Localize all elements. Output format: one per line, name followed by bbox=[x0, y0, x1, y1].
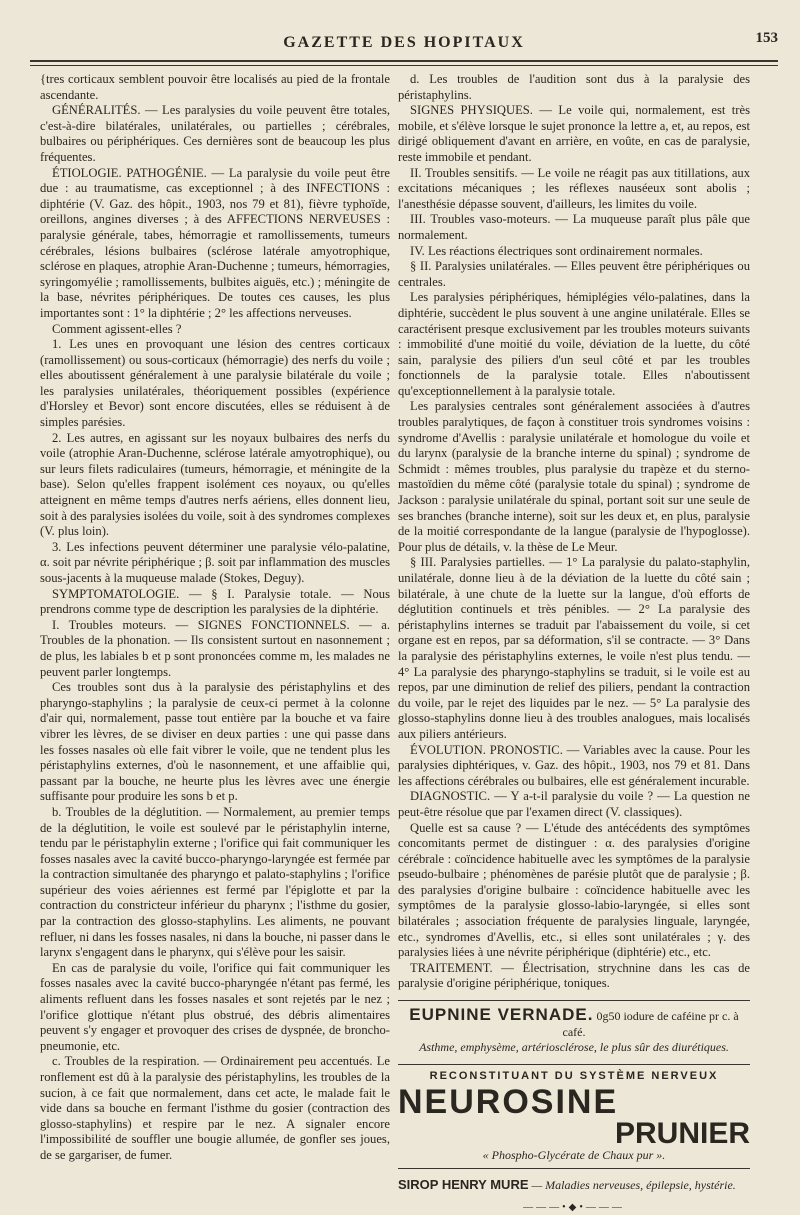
journal-title: GAZETTE DES HOPITAUX bbox=[283, 34, 525, 51]
paragraph: Ces troubles sont dus à la paralysie des péristaphylins et des pharyngo-staphylins ; la paralysie de ceux-ci permet à la colonne d'air qui, normalement, passe tout entière par la bouche et va faire vibrer les lèvres, de se diviser en deux parties : une qui passe dans les fosses nasales où elle fait vibrer le voile, que ne tendent plus les péristaphylins externes, d'où le nasonnement, et une affaiblie qui, passant par la bouche, ne heurte plus les lèvres avec une énergie suffisante pour produire les sons b et p. bbox=[40, 680, 390, 804]
ad-sirop-text: — Maladies nerveuses, épilepsie, hystérie. bbox=[531, 1178, 736, 1192]
paragraph: ÉVOLUTION. PRONOSTIC. — Variables avec la cause. Pour les paralysies diphtériques, v. Gaz. des hôpit., 1903, nos 79 et 81. Dans les affections cérébrales ou bulbaires, elle est généralement incurable. bbox=[398, 742, 750, 788]
paragraph: d. Les troubles de l'audition sont dus à la paralysie des péristaphylins. bbox=[398, 72, 750, 102]
paragraph: 2. Les autres, en agissant sur les noyaux bulbaires des nerfs du voile (atrophie Aran-Duchenne, sclérose latérale amyotrophique), ou sur leurs filets radiculaires (tumeurs, hémorragie, et méningite de la base). Selon qu'elles frappent isolément ces noyaux, ou qu'elles atteignent en même temps d'autres nerfs aériens, elles donnent lieu, soit à des paralysies isolées du voile, soit à des syndromes complexes (V. plus loin). bbox=[40, 430, 390, 539]
paragraph: I. Troubles moteurs. — SIGNES FONCTIONNELS. — a. Troubles de la phonation. — Ils consistent surtout en nasonnement ; de plus, les labiales b et p sont prononcées comme m, les malades ne peuvent parler longtemps. bbox=[40, 617, 390, 679]
left-column bbox=[40, 72, 390, 1164]
page-header bbox=[30, 18, 778, 58]
ad-eupnine-text: 0g50 iodure de caféine pr c. à café. bbox=[562, 1009, 739, 1039]
paragraph: DIAGNOSTIC. — Y a-t-il paralysie du voile ? — La question ne peut-être résolue que par l'examen direct (V. classiques). bbox=[398, 789, 750, 819]
ad-eupnine-sub: Asthme, emphysème, artériosclérose, le plus sûr des diurétiques. bbox=[419, 1040, 729, 1055]
ad-eupnine-brand: EUPNINE VERNADE. bbox=[409, 1005, 594, 1025]
paragraph: SYMPTOMATOLOGIE. — § I. Paralysie totale. — Nous prendrons comme type de description les paralysies de la diphtérie. bbox=[40, 586, 390, 617]
paragraph: 1. Les unes en provoquant une lésion des centres corticaux (ramollissement) ou sous-corticaux (hémorragie) des nerfs du voile ; elles aboutissent généralement à une paralysie bilatérale du voile ; les paralysies unilatérales, théoriquement possibles (expérience d'Horsley et Bevor) sont encore discutées, elles se réduisent à de simples parésies. bbox=[40, 337, 390, 430]
header-rule-thin bbox=[30, 65, 778, 66]
paragraph: Quelle est sa cause ? — L'étude des antécédents des symptômes concomitants permet de distinguer : α. des paralysies d'origine cérébrale : coïncidence habituelle avec les symptômes de la paralysie pseudo-bulbaire ; phénomènes de parésie plutôt que de paralysie ; β. des paralysies d'origine bulbaire : coïncidence habituelle avec les symptômes de la paralysie glosso-labio-laryngée, si elles sont bilatérales ; association fréquente de paralysies linguale, laryngée, etc., syndromes d'Avellis, etc., si elles sont unilatérales ; γ. des paralysies liées à une névrite périphérique (diphtérie) etc., etc. bbox=[398, 820, 750, 960]
paragraph: Les paralysies périphériques, hémiplégies vélo-palatines, dans la diphtérie, succèdent le plus souvent à une angine unilatérale. Elles se caractérisent presque exclusivement par les troubles moteurs suivants : immobilité d'une moitié du voile, déviation de la luette, du côté sain, paralysie des piliers d'un seul côté et par les troubles fonctionnels de la paralysie totale. Elles n'aboutissent qu'exceptionnellement à la paralysie totale. bbox=[398, 290, 750, 398]
paragraph: En cas de paralysie du voile, l'orifice qui fait communiquer les fosses nasales avec la cavité bucco-pharyngée n'étant pas fermé, les aliments refluent dans les fosses nasales et sont rejetés par le nez ; l'orifice glottique n'étant plus obstrué, des débris alimentaires peuvent s'y engager et provoquer des crises de dyspnée, de broncho-pneumonie, etc. bbox=[40, 960, 390, 1053]
paragraph: c. Troubles de la respiration. — Ordinairement peu accentués. Le ronflement est dû à la paralysie des péristaphylins, les troubles de la sucion, à ce fait que normalement, dans cet acte, le malade fait le vide dans sa bouche en fermant l'isthme du gosier (contraction des glosso-staphylins) et respire par le nez. A signaler encore l'impossibilité de souffler une bougie allumée, de gonfler ses joues, de se gargariser, de fumer. bbox=[40, 1054, 390, 1162]
paragraph: b. Troubles de la déglutition. — Normalement, au premier temps de la déglutition, le voile est soulevé par le péristaphylin interne, tendu par le péristaphylin externe ; l'orifice qui fait communiquer les fosses nasales avec la cavité bucco-pharyngo-laryngée est fermée par la contraction simultanée des pharyngo et palato-staphylins ; l'orifice supérieur des voies aériennes est fermé par l'épiglotte et par la contraction du constricteur inférieur du pharynx ; l'isthme du gosier, par la contraction des glosso-staphylins. Les aliments, ne pouvant refluer, ni dans les fosses nasales, ni dans la bouche, ni passer dans le larynx s'engagent dans le pharynx, qui s'élève pour les saisir. bbox=[40, 804, 390, 960]
advertisements bbox=[398, 1000, 750, 1215]
ad-neurosine-brand: NEUROSINE bbox=[398, 1083, 619, 1122]
header-rule bbox=[30, 60, 778, 62]
right-column bbox=[398, 72, 750, 1215]
paragraph: TRAITEMENT. — Électrisation, strychnine dans les cas de paralysie d'origine périphérique, toniques. bbox=[398, 960, 750, 991]
ad-neurosine-prunier: PRUNIER bbox=[614, 1117, 750, 1151]
ad-eupnine bbox=[398, 1007, 750, 1056]
paragraph: GÉNÉRALITÉS. — Les paralysies du voile peuvent être totales, c'est-à-dire bilatérales, unilatérales, ou partielles ; cérébrales, bulbaires ou périphériques. Ces dernières sont de beaucoup les plus fréquentes. bbox=[40, 103, 390, 164]
paragraph: § II. Paralysies unilatérales. — Elles peuvent être périphériques ou centrales. bbox=[398, 259, 750, 289]
ad-sirop bbox=[398, 1177, 750, 1194]
ornament-divider: ———•◆•——— bbox=[523, 1201, 625, 1213]
ad-neurosine-sub: « Phospho-Glycérate de Chaux pur ». bbox=[482, 1148, 666, 1163]
page-number: 153 bbox=[755, 30, 778, 46]
ad-neurosine-tag: RECONSTITUANT DU SYSTÈME NERVEUX bbox=[429, 1069, 719, 1082]
paragraph: 3. Les infections peuvent déterminer une paralysie vélo-palatine, α. soit par névrite périphérique ; β. soit par inflammation des muscles sous-jacents à la muqueuse malade (Stokes, Deguy). bbox=[40, 539, 390, 585]
paragraph: SIGNES PHYSIQUES. — Le voile qui, normalement, est très mobile, et s'élève lorsque le sujet prononce la lettre a, et, au repos, est dirigé obliquement d'avant en arrière, en voûte, en cas de paralysie, reste immobile et pendant. bbox=[398, 103, 750, 164]
paragraph: ÉTIOLOGIE. PATHOGÉNIE. — La paralysie du voile peut être due : au traumatisme, cas exceptionnel ; à des INFECTIONS : diphtérie (V. Gaz. des hôpit., 1903, nos 79 et 81), fièvre typhoïde, oreillons, angines diverses ; à des AFFECTIONS NERVEUSES : paralysie générale, tabes, hémorragie et ramollissements, tumeurs cérébrales, lésions bulbaires (sclérose latérale amyotrophique, sclérose en plaques, atrophie Aran-Duchenne ; tumeurs, hémorragies, syringomyélie ; ramollissements, bulbites aiguës, etc.) ; méningite de la base, névrites périphériques. De toutes ces causes, les plus importantes sont : 1° la diphtérie ; 2° les affections nerveuses. bbox=[40, 165, 390, 320]
ad-neurosine bbox=[398, 1064, 750, 1169]
paragraph: Comment agissent-elles ? bbox=[52, 321, 182, 336]
paragraph: {tres corticaux semblent pouvoir être localisés au pied de la frontale ascendante. bbox=[40, 72, 390, 102]
paragraph: § III. Paralysies partielles. — 1° La paralysie du palato-staphylin, unilatérale, donne lieu à de la déviation de la luette du côté sain ; bilatérale, à une chute de la luette sur la langue, d'où efforts de déglutition continuels et très pénibles. — 2° La paralysie des péristaphylins internes se traduit par l'abaissement du voile, si cet organe est en repos, par sa déformation, s'il se contracte. — 3° Dans la paralysie des péristaphylins externes, le voile n'est plus tendu. — 4° La paralysie des pharyngo-staphylins se traduit, si le voile est au repos, par une diminution de relief des piliers, pendant la contraction du voile, par le rejet des liquides par le nez. — 5° La paralysie des glosso-staphylins donne lieu à des troubles analogues, mais localisés aux piliers antérieurs. bbox=[398, 555, 750, 741]
paragraph: Les paralysies centrales sont généralement associées à d'autres troubles paralytiques, de façon à constituer trois syndromes voisins : syndrome d'Avellis : paralysie unilatérale et homologue du voile et du larynx (paralysie de la branche interne du spinal) ; syndrome de Schmidt : mêmes troubles, plus paralysie du trapèze et du sterno-mastoïdien du même côté (paralysie totale du spinal) ; syndrome de Jackson : paralysie unilatérale du spinal, portant soit sur une seule de ses branches (branche interne), soit sur les deux et, en plus, paralysie de la moitié correspondante de la langue (paralysie de l'hypoglosse). Pour plus de détails, v. la thèse de Le Meur. bbox=[398, 399, 750, 554]
paragraph: II. Troubles sensitifs. — Le voile ne réagit pas aux titillations, aux excitations mécaniques ; les réflexes nauséeux sont abolis ; l'anesthésie dépasse souvent, d'ailleurs, les limites du voile. bbox=[398, 165, 750, 211]
paragraph: IV. Les réactions électriques sont ordinairement normales. bbox=[410, 243, 703, 258]
paragraph: III. Troubles vaso-moteurs. — La muqueuse paraît plus pâle que normalement. bbox=[398, 212, 750, 242]
ad-sirop-brand: SIROP HENRY MURE bbox=[398, 1177, 529, 1192]
